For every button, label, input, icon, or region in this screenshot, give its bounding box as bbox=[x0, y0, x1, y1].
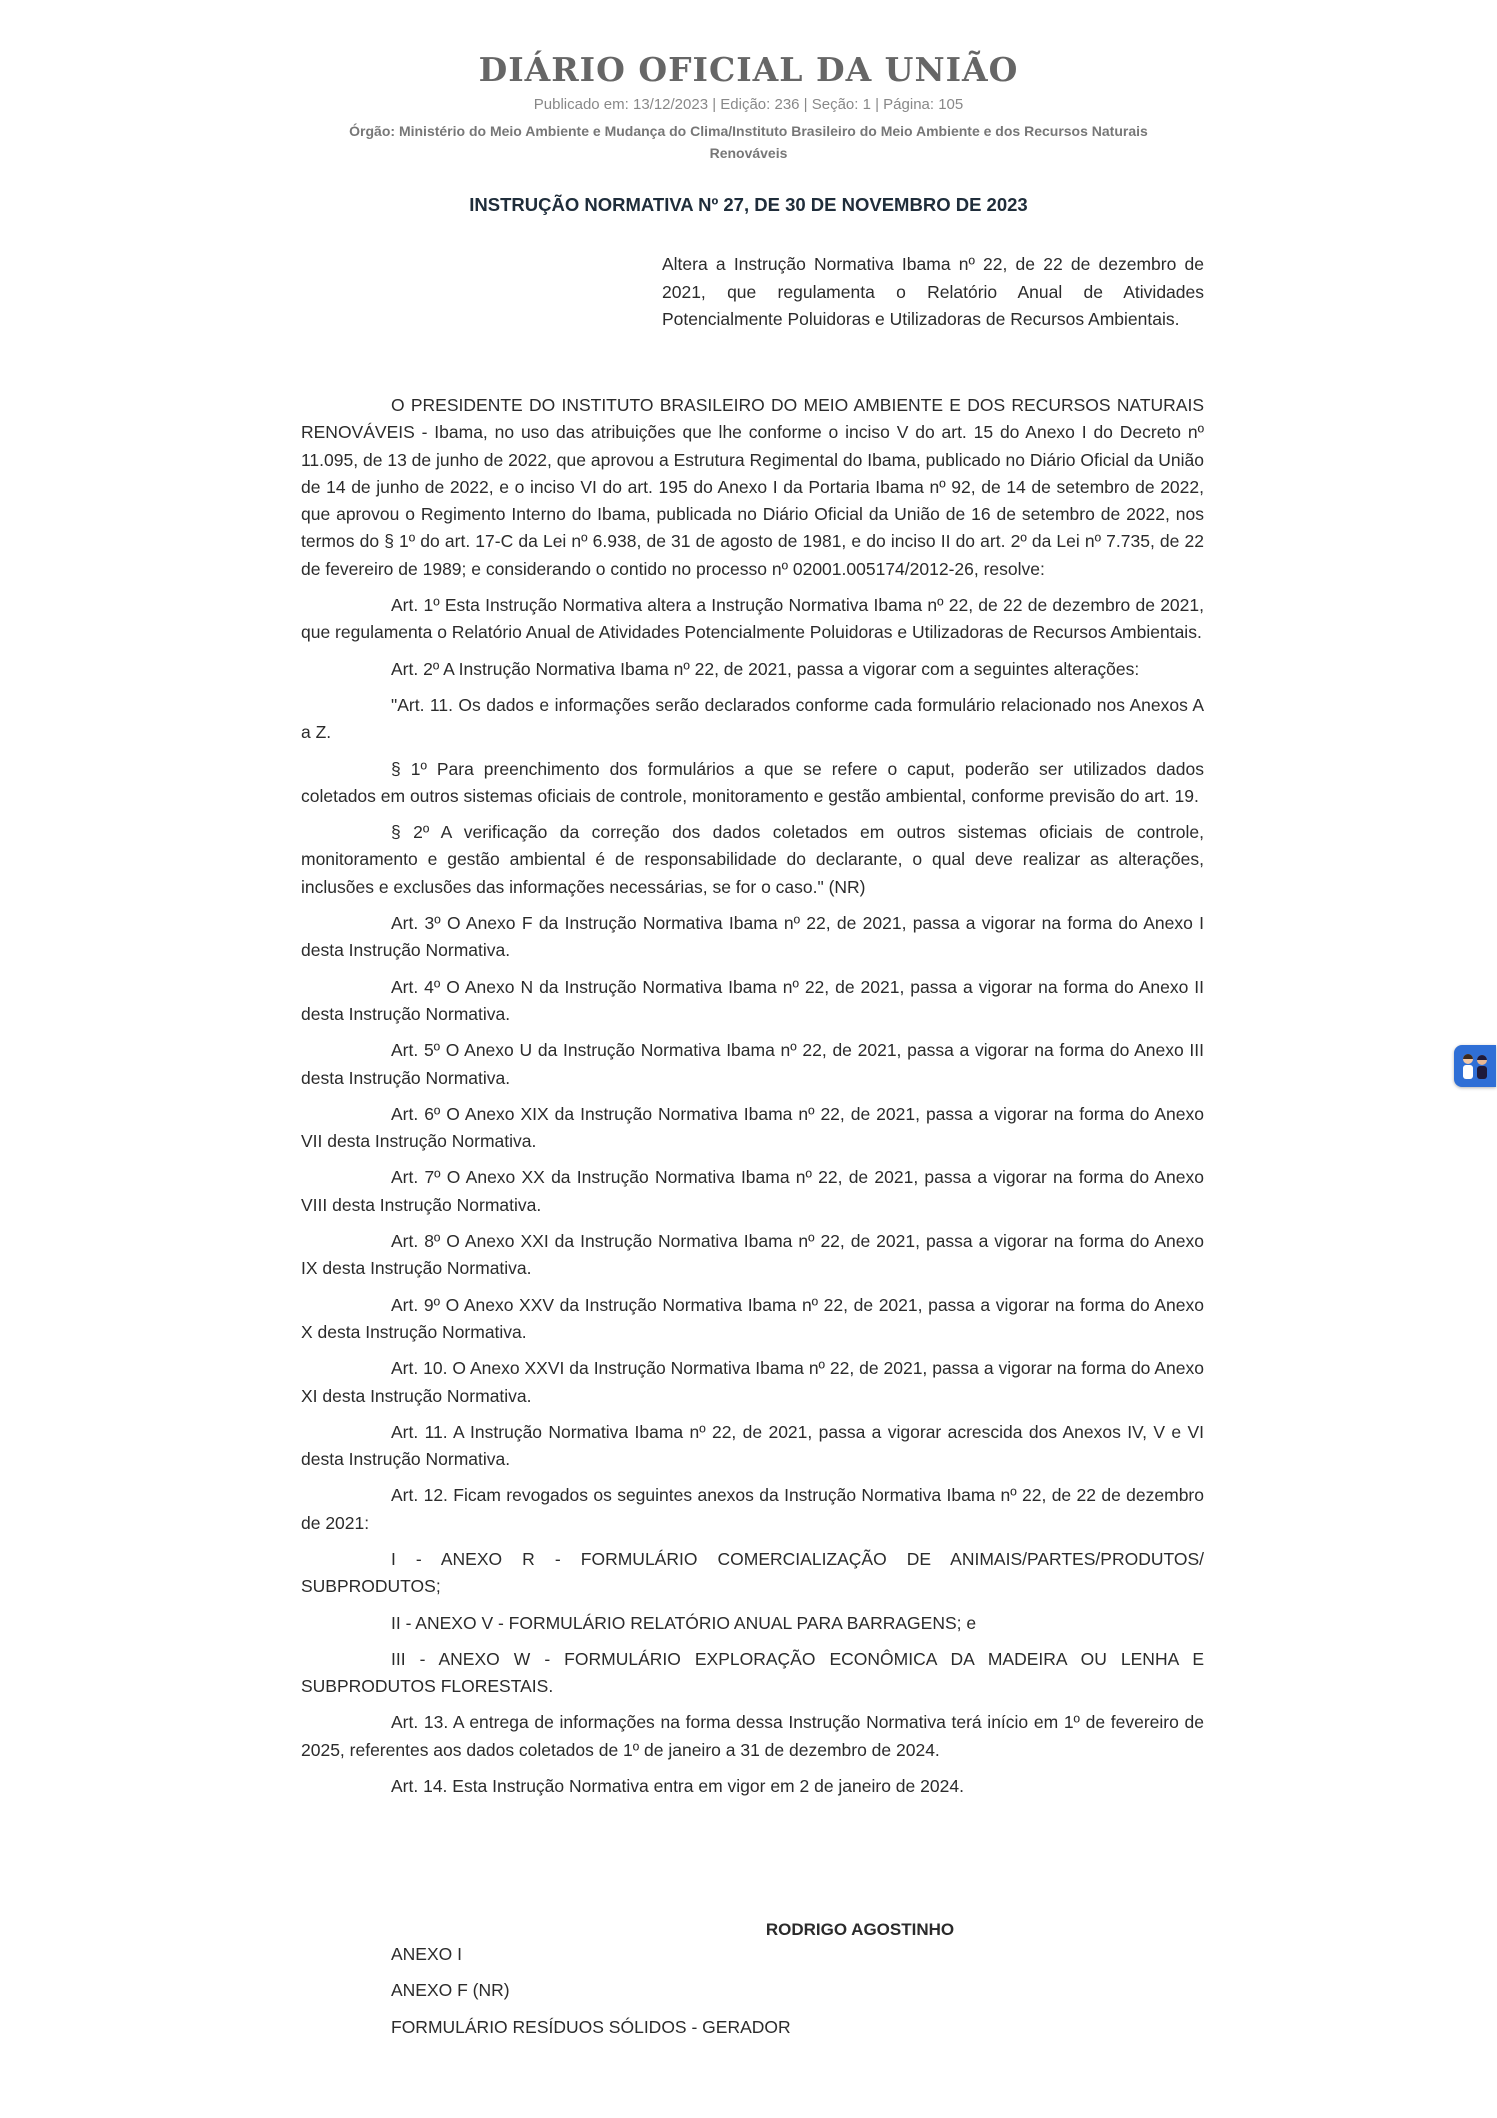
revoked-item-1: I - ANEXO R - FORMULÁRIO COMERCIALIZAÇÃO DE ANIMAIS/PARTES/PRODUTOS/ SUBPRODUTOS; bbox=[301, 1548, 1204, 1597]
annex-section bbox=[391, 1941, 1091, 2050]
accessibility-avatar-icon bbox=[1454, 1045, 1496, 1087]
revoked-item-3: III - ANEXO W - FORMULÁRIO EXPLORAÇÃO ECONÔMICA DA MADEIRA OU LENHA E SUBPRODUTOS FLORESTAIS. bbox=[301, 1648, 1204, 1697]
annex-reference: ANEXO F (NR) bbox=[391, 1980, 510, 2001]
article-14: Art. 14. Esta Instrução Normativa entra em vigor em 2 de janeiro de 2024. bbox=[391, 1776, 964, 1797]
article-1: Art. 1º Esta Instrução Normativa altera a Instrução Normativa Ibama nº 22, de 22 de dezembro de 2021, que regulamenta o Relatório Anual de Atividades Potencialmente Poluidoras e Utilizadoras de Recursos Ambientais. bbox=[301, 595, 1204, 643]
article-2: Art. 2º A Instrução Normativa Ibama nº 22, de 2021, passa a vigorar com a seguintes alterações: bbox=[391, 658, 1140, 679]
issuing-agency: Órgão: Ministério do Meio Ambiente e Mudança do Clima/Instituto Brasileiro do Meio Ambiente e dos Recursos Naturais Renováveis bbox=[349, 123, 1148, 161]
publication-info: Publicado em: 13/12/2023 | Edição: 236 | Seção: 1 | Página: 105 bbox=[533, 96, 964, 113]
act-summary: Altera a Instrução Normativa Ibama nº 22, de 22 de dezembro de 2021, que regulamenta o Relatório Anual de Atividades Potencialmente Poluidoras e Utilizadoras de Recursos Ambientais. bbox=[662, 254, 1204, 329]
act-title: INSTRUÇÃO NORMATIVA Nº 27, DE 30 DE NOVEMBRO DE 2023 bbox=[469, 194, 1028, 215]
revoked-item-2: II - ANEXO V - FORMULÁRIO RELATÓRIO ANUAL PARA BARRAGENS; e bbox=[391, 1612, 977, 1633]
signatory-name: RODRIGO AGOSTINHO bbox=[765, 1920, 955, 1939]
amended-article-11: "Art. 11. Os dados e informações serão declarados conforme cada formulário relacionado nos Anexos A a Z. bbox=[301, 694, 1204, 743]
amended-paragraph-1: § 1º Para preenchimento dos formulários a que se refere o caput, poderão ser utilizados dados coletados em outros sistemas oficiais de controle, monitoramento e gestão ambiental, conforme previsão do art. 19. bbox=[301, 758, 1204, 806]
accessibility-widget-button[interactable] bbox=[1454, 1045, 1496, 1087]
annex-form-title: FORMULÁRIO RESÍDUOS SÓLIDOS - GERADOR bbox=[391, 2016, 791, 2037]
article-8: Art. 8º O Anexo XXI da Instrução Normativa Ibama nº 22, de 2021, passa a vigorar na forma do Anexo IX desta Instrução Normativa. bbox=[301, 1231, 1204, 1279]
article-10: Art. 10. O Anexo XXVI da Instrução Normativa Ibama nº 22, de 2021, passa a vigorar na forma do Anexo XI desta Instrução Normativa. bbox=[301, 1358, 1204, 1406]
preamble-paragraph: O PRESIDENTE DO INSTITUTO BRASILEIRO DO MEIO AMBIENTE E DOS RECURSOS NATURAIS RENOVÁVEIS - Ibama, no uso das atribuições que lhe conforme o inciso V do art. 15 do Anexo I do Decreto nº 11.095, de 13 de junho de 2022, que aprovou a Estrutura Regimental do Ibama, publicado no Diário Oficial da União de 14 de junho de 2022, e o inciso VI do art. 195 do Anexo I da Portaria Ibama nº 92, de 14 de setembro de 2022, que aprovou o Regimento Interno do Ibama, publicada no Diário Oficial da União de 16 de setembro de 2022, nos termos do § 1º do art. 17-C da Lei nº 6.938, de 31 de agosto de 1981, e do inciso II do art. 2º da Lei nº 7.735, de 22 de fevereiro de 1989; e considerando o contido no processo nº 02001.005174/2012-26, resolve: bbox=[301, 395, 1204, 579]
amended-paragraph-2: § 2º A verificação da correção dos dados coletados em outros sistemas oficiais de controle, monitoramento e gestão ambiental é de responsabilidade do declarante, o qual deve realizar as alterações, inclusões e exclusões das informações necessárias, se for o caso." (NR) bbox=[301, 822, 1204, 897]
act-body bbox=[301, 392, 1204, 1809]
masthead-title: DIÁRIO OFICIAL DA UNIÃO bbox=[478, 50, 1019, 89]
annex-number: ANEXO I bbox=[391, 1944, 462, 1964]
article-6: Art. 6º O Anexo XIX da Instrução Normativa Ibama nº 22, de 2021, passa a vigorar na forma do Anexo VII desta Instrução Normativa. bbox=[301, 1103, 1204, 1152]
article-11: Art. 11. A Instrução Normativa Ibama nº 22, de 2021, passa a vigorar acrescida dos Anexos IV, V e VI desta Instrução Normativa. bbox=[301, 1421, 1204, 1470]
article-12: Art. 12. Ficam revogados os seguintes anexos da Instrução Normativa Ibama nº 22, de 22 de dezembro de 2021: bbox=[301, 1485, 1204, 1533]
article-13: Art. 13. A entrega de informações na forma dessa Instrução Normativa terá início em 1º de fevereiro de 2025, referentes aos dados coletados de 1º de janeiro a 31 de dezembro de 2024. bbox=[301, 1712, 1204, 1760]
article-4: Art. 4º O Anexo N da Instrução Normativa Ibama nº 22, de 2021, passa a vigorar na forma do Anexo II desta Instrução Normativa. bbox=[301, 976, 1204, 1024]
article-9: Art. 9º O Anexo XXV da Instrução Normativa Ibama nº 22, de 2021, passa a vigorar na forma do Anexo X desta Instrução Normativa. bbox=[301, 1294, 1204, 1342]
article-3: Art. 3º O Anexo F da Instrução Normativa Ibama nº 22, de 2021, passa a vigorar na forma do Anexo I desta Instrução Normativa. bbox=[301, 913, 1204, 961]
article-7: Art. 7º O Anexo XX da Instrução Normativa Ibama nº 22, de 2021, passa a vigorar na forma do Anexo VIII desta Instrução Normativa. bbox=[301, 1167, 1204, 1215]
article-5: Art. 5º O Anexo U da Instrução Normativa Ibama nº 22, de 2021, passa a vigorar na forma do Anexo III desta Instrução Normativa. bbox=[301, 1040, 1204, 1088]
